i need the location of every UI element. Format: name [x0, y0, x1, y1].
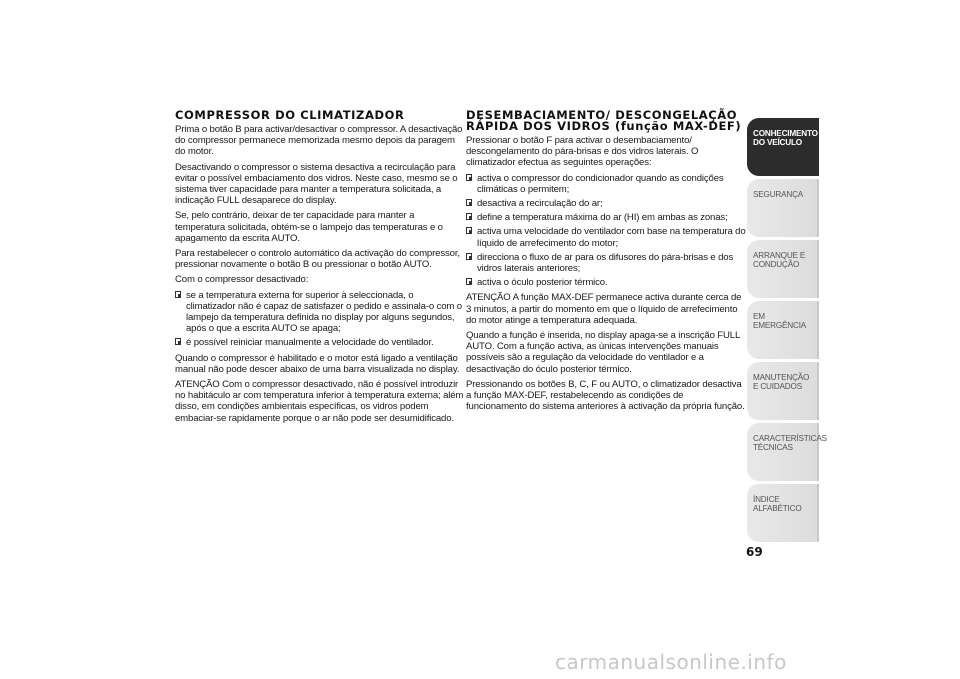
paragraph: Quando a função é inserida, no display apaga-se a inscrição FULL AUTO. Com a função activa, as únicas intervenções manuais possíveis são a regulação da velocidade do ventilador e a desactivação do óculo posterior térmico. — [466, 330, 740, 375]
page-number: 69 — [746, 545, 763, 559]
tab-arranque-e-conducao[interactable]: ARRANQUE E CONDUÇÃO — [747, 240, 819, 298]
bullet-list — [466, 173, 746, 289]
tab-seguranca[interactable]: SEGURANÇA — [747, 179, 819, 237]
checkbox-bullet-icon — [466, 213, 472, 220]
checkbox-bullet-icon — [466, 174, 472, 181]
list-item: direcciona o fluxo de ar para os difusores do pára-brisas e dos vidros laterais anteriores; — [466, 252, 746, 274]
paragraph: Quando o compressor é habilitado e o motor está ligado a ventilação manual não pode descer abaixo de uma barra visualizada no display. — [175, 352, 460, 375]
list-item: desactiva a recirculação do ar; — [466, 198, 746, 209]
left-column — [175, 110, 465, 428]
list-item: é possível reiniciar manualmente a velocidade do ventilador. — [175, 337, 465, 348]
chapter-tabs — [747, 118, 827, 545]
checkbox-bullet-icon — [175, 291, 181, 298]
paragraph: Se, pelo contrário, deixar de ter capacidade para manter a temperatura solicitada, obtém-se o lampejo das temperaturas e o apagamento da escrita AUTO. — [175, 210, 443, 244]
tab-em-emergencia[interactable]: EM EMERGÊNCIA — [747, 301, 819, 359]
list-item: define a temperatura máxima do ar (HI) em ambas as zonas; — [466, 212, 746, 223]
checkbox-bullet-icon — [466, 199, 472, 206]
paragraph: Com o compressor desactivado: — [175, 274, 309, 286]
right-body — [466, 135, 746, 412]
paragraph: Pressionar o botão F para activar o desembaciamento/ descongelamento do pára-brisas e dos vidros laterais. O climatizador efectua as seguintes operações: — [466, 135, 699, 169]
checkbox-bullet-icon — [466, 227, 472, 234]
tab-caracteristicas-tecnicas[interactable]: CARACTERÍSTICAS TÉCNICAS — [747, 423, 819, 481]
paragraph: Desactivando o compressor o sistema desactiva a recirculação para evitar o possível embaciamento dos vidros. Neste caso, mesmo se o sistema tiver capacidade para manter a temperatura solicitada, a indicação FULL desaparece do display. — [175, 161, 458, 207]
section-heading-compressor: COMPRESSOR DO CLIMATIZADOR — [175, 108, 405, 122]
warning-paragraph: ATENÇÃO Com o compressor desactivado, não é possível introduzir no habitáculo ar com temperatura inferior à temperatura externa; além disso, em condições ambientais específicas, os vidros podem embaciar-se rapidamente porque o ar não pode ser desumidificado. — [175, 379, 464, 424]
list-item: activa uma velocidade do ventilador com base na temperatura do líquido de arrefecimento do motor; — [466, 226, 746, 248]
bullet-list — [175, 290, 465, 349]
left-body — [175, 124, 465, 424]
right-column — [466, 110, 746, 416]
checkbox-bullet-icon — [466, 278, 472, 285]
checkbox-bullet-icon — [175, 338, 181, 345]
checkbox-bullet-icon — [466, 253, 472, 260]
list-item: se a temperatura externa for superior à seleccionada, o climatizador não é capaz de satisfazer o pedido e assinala-o com o lampejo da temperatura definida no display por alguns segundos, após o que a escrita AUTO se apaga; — [175, 290, 465, 335]
list-item: activa o compressor do condicionador quando as condições climáticas o permitem; — [466, 173, 746, 195]
section-heading-max-def: DESEMBACIAMENTO/ DESCONGELAÇÃO RÁPIDA DOS VIDROS (função MAX-DEF) — [466, 108, 742, 133]
list-item: activa o óculo posterior térmico. — [466, 277, 746, 288]
tab-conhecimento-do-veiculo[interactable]: CONHECIMENTO DO VEÍCULO — [747, 118, 819, 176]
tab-manutencao-e-cuidados[interactable]: MANUTENÇÃO E CUIDADOS — [747, 362, 819, 420]
watermark: carmanualsonline.info — [555, 650, 787, 674]
tab-indice-alfabetico[interactable]: ÍNDICE ALFABÉTICO — [747, 484, 819, 542]
paragraph: Para restabelecer o controlo automático da activação do compressor, pressionar novamente o botão B ou pressionar o botão AUTO. — [175, 248, 460, 271]
paragraph: Pressionando os botões B, C, F ou AUTO, o climatizador desactiva a função MAX-DEF, restabelecendo as condições de funcionamento do sistema anteriores à activação da própria função. — [466, 378, 745, 413]
warning-paragraph: ATENÇÃO A função MAX-DEF permanece activa durante cerca de 3 minutos, a partir do momento em que o líquido de arrefecimento do motor atinge a temperatura adequada. — [466, 292, 742, 326]
paragraph: Prima o botão B para activar/desactivar o compressor. A desactivação do compressor permanece memorizada mesmo depois da paragem do motor. — [175, 124, 463, 158]
